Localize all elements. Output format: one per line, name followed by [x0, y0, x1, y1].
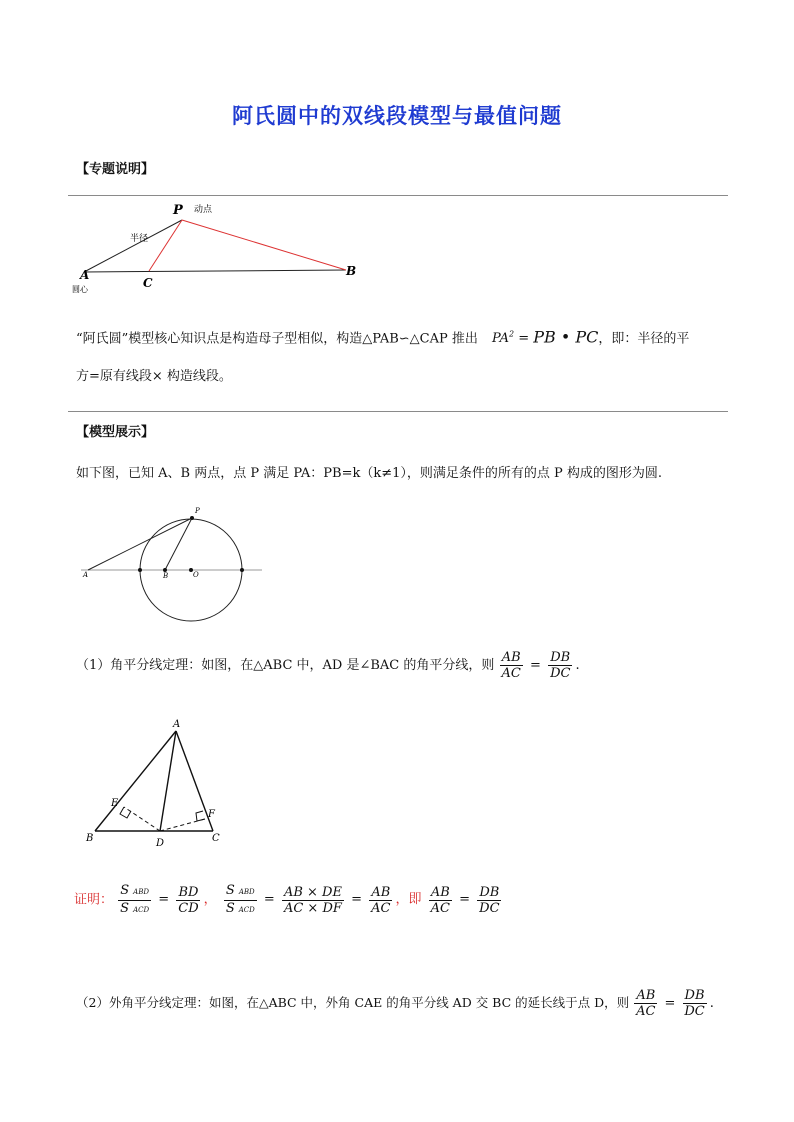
label-p: P — [195, 507, 200, 515]
point-p — [190, 516, 194, 520]
label-p: P — [173, 203, 183, 218]
apollonius-circle-figure — [76, 500, 266, 625]
proof: 证明： $\frac{\text{S ABD}}{\text{S ACD}}$ = $\frac{BD}{CD}$ ， $\frac{\text{S ABD}}{\text{S ACD}}$ = $\frac{AB \times DE}{AC \times DF}$ = $\frac{AB}{AC}$ ，即 $\frac{AB}{AC}$ = $\frac{DB}{DC}$ — [74, 882, 500, 916]
fraction-area-ratio-2: $\frac{\text{S ABD}}{\text{S ACD}}$ — [225, 882, 255, 916]
segment-pa — [88, 518, 192, 570]
label-f: F — [208, 809, 215, 820]
fraction-bd-cd: $\frac{BD}{CD}$ — [178, 884, 199, 916]
radius-line-pa — [84, 220, 182, 272]
right-angle-f — [196, 811, 205, 821]
fraction-area-ratio: $\frac{\text{S ABD}}{\text{S ACD}}$ — [120, 882, 150, 916]
section-heading-model: 【模型展示】 — [76, 425, 155, 440]
red-line-pb — [182, 220, 346, 270]
label-o: O — [193, 571, 199, 579]
divider — [68, 411, 728, 412]
line-ab — [84, 270, 346, 272]
proof-label: 证明： — [74, 892, 114, 908]
theorem2-text: （2）外角平分线定理：如图，在△ABC 中，外角 CAE 的角平分线 AD 交 BC 的延长线于点 D，则 — [76, 995, 630, 1010]
description-line2: 方=原有线段× 构造线段。 — [76, 369, 232, 384]
point-right — [240, 568, 244, 572]
label-c: C — [212, 833, 220, 844]
intro-text: 如下图，已知 A、B 两点，点 P 满足 PA：PB=k（k≠1），则满足条件的所有的点 P 构成的图形为圆. — [76, 466, 663, 481]
label-moving-point: 动点 — [194, 205, 213, 215]
description-line1: “阿氏圆”模型核心知识点是构造母子型相似，构造△PAB∽△CAP 推出 — [76, 331, 478, 347]
label-e: E — [111, 798, 119, 809]
fraction-db-dc: $\frac{DB}{DC}$ — [479, 884, 500, 916]
label-radius: 半径 — [130, 234, 149, 244]
fraction-ab-ac: $\frac{AB}{AC}$ — [636, 988, 656, 1019]
right-angle-e — [120, 807, 131, 818]
fraction-db-dc: $\frac{DB}{DC}$ — [550, 650, 571, 681]
description-line1-tail: ，即：半径的平 — [598, 331, 690, 347]
label-b: B — [86, 833, 94, 844]
angle-bisector-figure — [80, 715, 230, 850]
label-a: A — [173, 719, 181, 730]
theorem1: （1）角平分线定理：如图，在△ABC 中，AD 是∠BAC 的角平分线，则 $\frac{AB}{AC}$ = $\frac{DB}{DC}$ . — [76, 650, 580, 681]
formula-pb-pc: PB • PC — [533, 327, 599, 347]
divider — [68, 195, 728, 196]
bisector-ad — [160, 731, 176, 831]
label-b: B — [346, 264, 357, 278]
label-center: 圆心 — [72, 285, 88, 294]
theorem1-text: （1）角平分线定理：如图，在△ABC 中，AD 是∠BAC 的角平分线，则 — [76, 658, 495, 673]
fraction-ab-ac: $\frac{AB}{AC}$ — [501, 650, 521, 681]
fraction-db-dc: $\frac{DB}{DC}$ — [684, 988, 705, 1019]
section-heading-topic: 【专题说明】 — [76, 162, 155, 177]
fraction-products: $\frac{AB \times DE}{AC \times DF}$ — [283, 884, 342, 916]
theorem2: （2）外角平分线定理：如图，在△ABC 中，外角 CAE 的角平分线 AD 交 BC 的延长线于点 D，则 $\frac{AB}{AC}$ = $\frac{DB}{DC}$ . — [76, 988, 714, 1019]
label-a: A — [83, 571, 89, 579]
side-ab — [95, 731, 176, 831]
label-c: C — [143, 276, 153, 290]
page-title: 阿氏圆中的双线段模型与最值问题 — [232, 104, 562, 128]
perpendicular-de — [124, 807, 160, 831]
label-a: A — [80, 268, 90, 282]
point-left — [138, 568, 142, 572]
label-b: B — [163, 572, 169, 580]
red-line-pc — [149, 220, 182, 271]
fraction-ab-ac: $\frac{AB}{AC}$ — [371, 884, 391, 916]
pab-figure — [70, 198, 370, 298]
model-description — [76, 322, 736, 352]
segment-pb — [165, 518, 192, 570]
fraction-ab-ac-2: $\frac{AB}{AC}$ — [430, 884, 450, 916]
formula-pa-squared: $PA^2$ = — [492, 330, 530, 347]
label-d: D — [156, 838, 165, 849]
